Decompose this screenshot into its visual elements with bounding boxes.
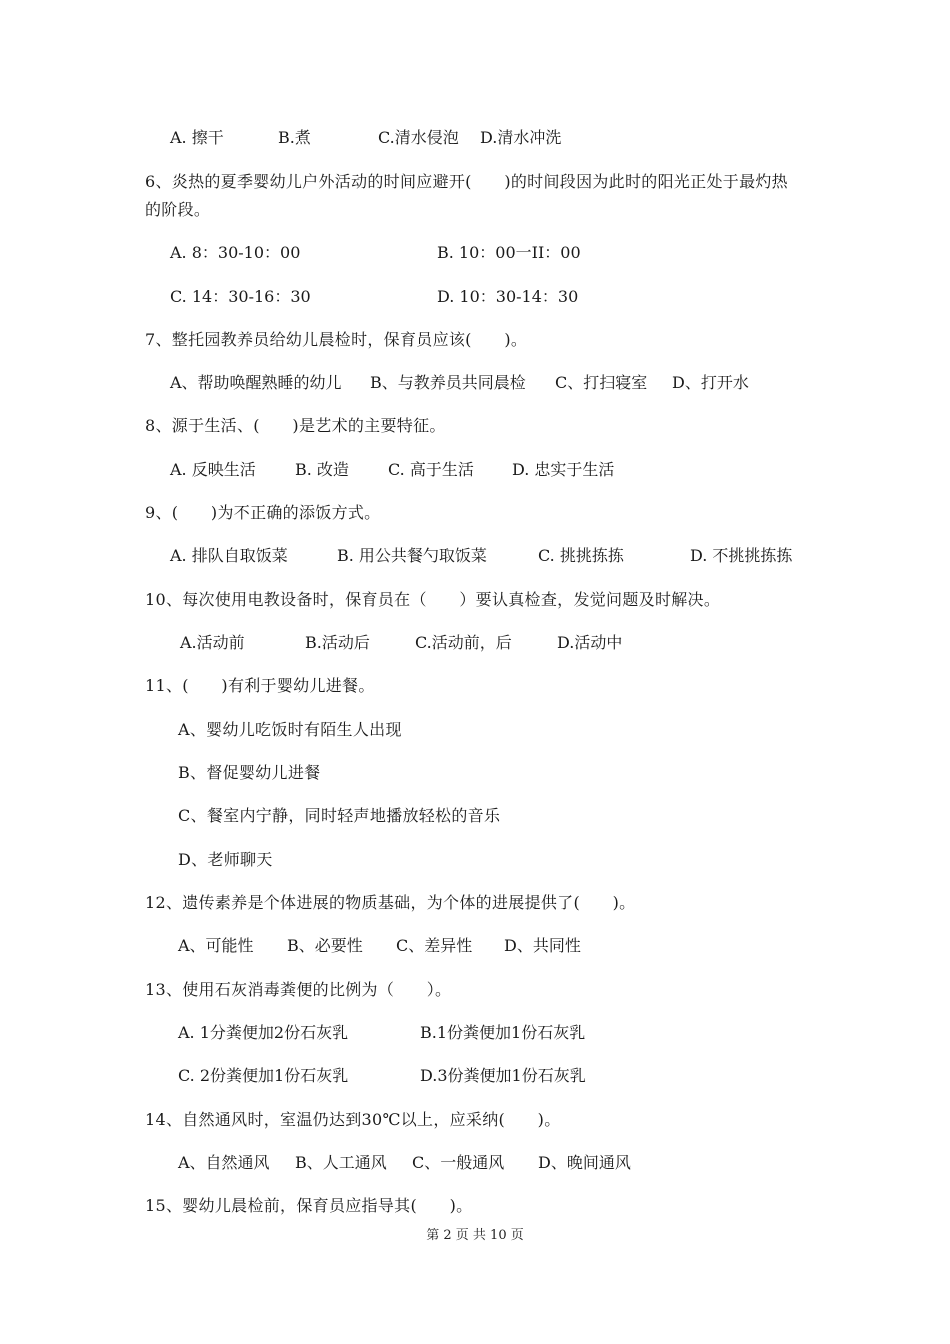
q12-option-d: D、共同性 [504,936,581,955]
q7-stem: 7、整托园教养员给幼儿晨检时，保育员应该( )。 [145,330,528,349]
page-footer: 第 2 页 共 10 页 [426,1228,524,1243]
q8-option-a: A. 反映生活 [170,460,256,479]
q11-option-a: A、婴幼儿吃饭时有陌生人出现 [178,720,402,739]
q12-option-c: C、差异性 [396,936,473,955]
q11-option-b: B、督促婴幼儿进餐 [178,763,321,782]
q9-option-a: A. 排队自取饭菜 [170,546,288,565]
q6-option-b: B. 10：00一II：00 [437,243,581,262]
q6-option-d: D. 10：30-14：30 [437,287,579,306]
q14-option-a: A、自然通风 [178,1153,270,1172]
q12-stem: 12、遗传素养是个体进展的物质基础，为个体的进展提供了( )。 [145,893,636,912]
q8-option-d: D. 忠实于生活 [512,460,615,479]
q13-option-a: A. 1分粪便加2份石灰乳 [178,1023,349,1042]
q5-option-b: B.煮 [278,128,311,147]
q14-option-d: D、晚间通风 [538,1153,631,1172]
q10-option-a: A.活动前 [180,633,245,652]
q11-stem: 11、( )有利于婴幼儿进餐。 [145,676,375,695]
q10-option-c: C.活动前，后 [415,633,512,652]
q6-option-a: A. 8：30-10：00 [170,243,301,262]
q8-option-c: C. 高于生活 [388,460,474,479]
q8-option-b: B. 改造 [295,460,349,479]
q5-option-a: A. 擦干 [170,128,224,147]
q12-option-a: A、可能性 [178,936,254,955]
q11-option-c: C、餐室内宁静，同时轻声地播放轻松的音乐 [178,806,501,825]
q8-stem: 8、源于生活、( )是艺术的主要特征。 [145,416,446,435]
q5-option-c: C.清水侵泡 [378,128,459,147]
q13-option-c: C. 2份粪便加1份石灰乳 [178,1066,349,1085]
q7-option-b: B、与教养员共同晨检 [370,373,526,392]
q10-stem: 10、每次使用电教设备时，保育员在（ ）要认真检查，发觉问题及时解决。 [145,590,721,609]
q14-stem: 14、自然通风时，室温仍达到30℃以上，应采纳( )。 [145,1110,561,1129]
q13-stem: 13、使用石灰消毒粪便的比例为（ ）。 [145,980,452,999]
q7-option-c: C、打扫寝室 [555,373,648,392]
q6-stem-line1: 6、炎热的夏季婴幼儿户外活动的时间应避开( )的时间段因为此时的阳光正处于最灼热 [145,172,788,191]
q14-option-b: B、人工通风 [295,1153,387,1172]
q9-option-c: C. 挑挑拣拣 [538,546,624,565]
q10-option-d: D.活动中 [557,633,623,652]
q9-stem: 9、( )为不正确的添饭方式。 [145,503,381,522]
q7-option-d: D、打开水 [672,373,749,392]
q10-option-b: B.活动后 [305,633,370,652]
q7-option-a: A、帮助唤醒熟睡的幼儿 [170,373,342,392]
q13-option-b: B.1份粪便加1份石灰乳 [420,1023,586,1042]
q9-option-d: D. 不挑挑拣拣 [690,546,793,565]
q11-option-d: D、老师聊天 [178,850,273,869]
q14-option-c: C、一般通风 [412,1153,505,1172]
q13-option-d: D.3份粪便加1份石灰乳 [420,1066,586,1085]
q6-option-c: C. 14：30-16：30 [170,287,311,306]
q9-option-b: B. 用公共餐勺取饭菜 [337,546,487,565]
q12-option-b: B、必要性 [287,936,363,955]
q6-stem-line2: 的阶段。 [145,200,211,219]
q15-stem: 15、婴幼儿晨检前，保育员应指导其( )。 [145,1196,473,1215]
q5-option-d: D.清水冲洗 [480,128,562,147]
